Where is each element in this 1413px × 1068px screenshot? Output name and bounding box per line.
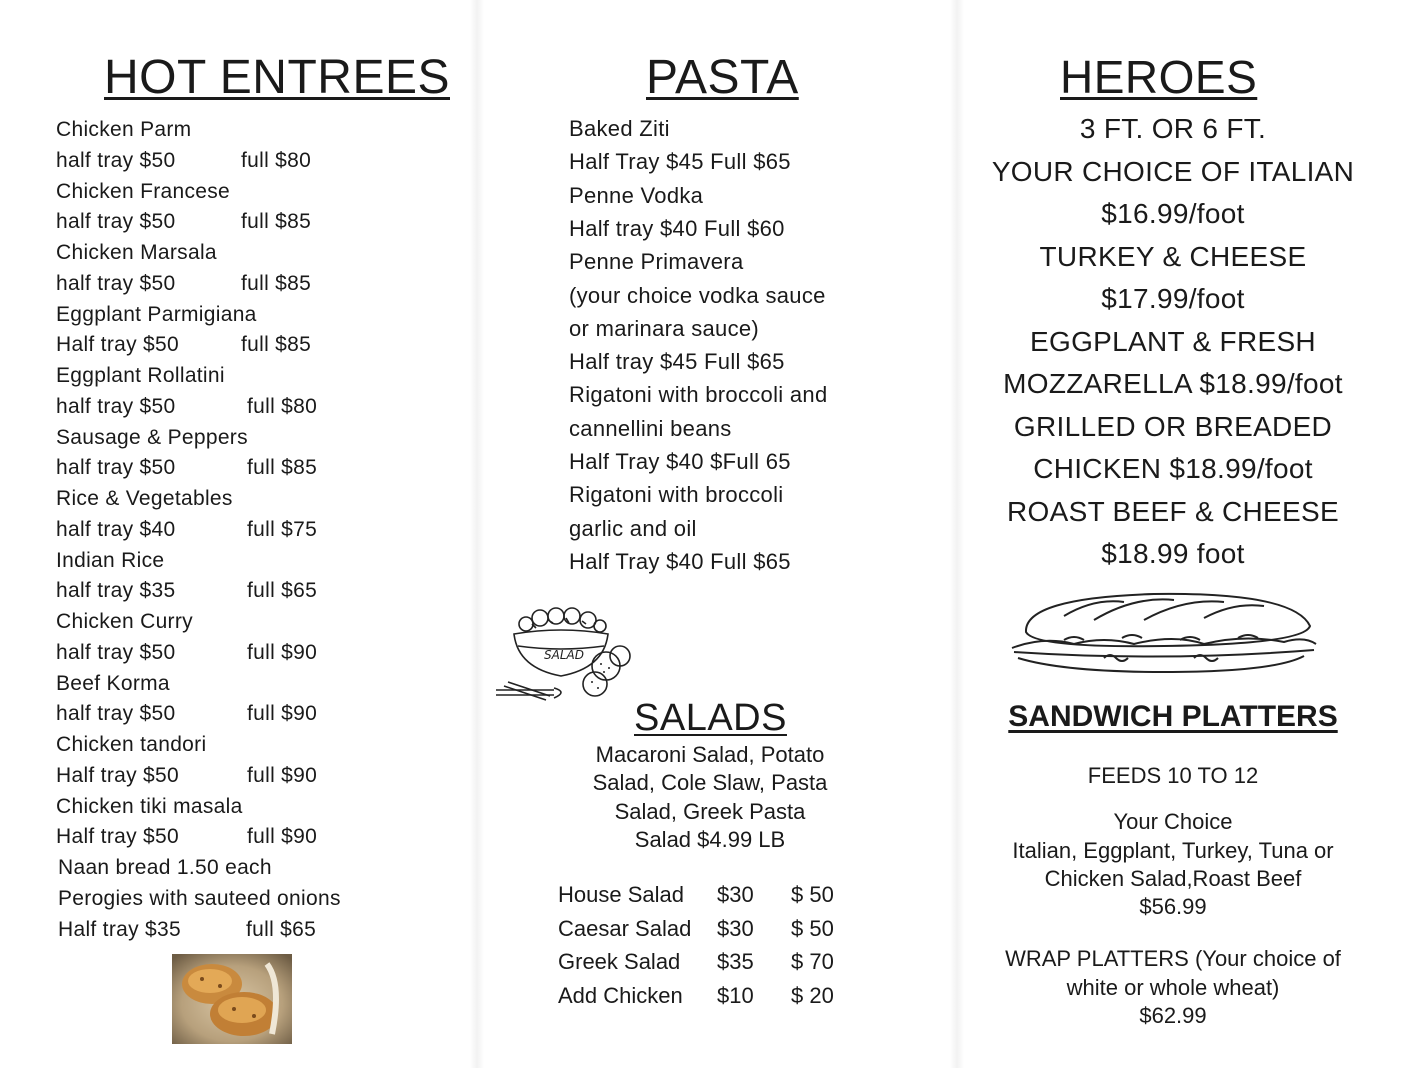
- entree-name: Eggplant Parmigiana: [56, 302, 257, 326]
- pasta-line: (your choice vodka sauce: [569, 282, 826, 308]
- hero-line: $16.99/foot: [1101, 198, 1245, 229]
- entree-half-price: Half tray $50: [56, 763, 179, 787]
- pasta-line: garlic and oil: [569, 515, 697, 541]
- entree-half-price: Half tray $50: [56, 825, 179, 848]
- platters-price: $56.99: [1139, 894, 1207, 919]
- entree-full-price: full $85: [241, 210, 312, 233]
- perogies-half-price: Half tray $35: [58, 918, 181, 941]
- pasta-line: Half tray $40 Full $60: [569, 215, 785, 241]
- entree-price-row: [56, 763, 318, 788]
- salad-bowl-label: SALAD: [544, 648, 584, 662]
- pasta-line: Half tray $45 Full $65: [569, 349, 785, 375]
- entree-full-price: full $85: [241, 333, 312, 356]
- platters-choice-line-2: Chicken Salad,Roast Beef: [1044, 866, 1302, 891]
- entree-full-price: full $85: [241, 271, 312, 295]
- entree-name: Chicken Curry: [56, 610, 193, 633]
- entree-name: Beef Korma: [56, 671, 170, 695]
- entree-name: Chicken Francese: [56, 179, 231, 203]
- platters-choice-line-1: Italian, Eggplant, Turkey, Tuna or: [1012, 838, 1334, 863]
- entree-half-price: half tray $50: [56, 148, 176, 172]
- entree-half-price: half tray $50: [56, 702, 176, 725]
- salad-full: $ 50: [791, 882, 834, 907]
- entree-full-price: full $85: [247, 456, 318, 479]
- entree-price-row: [56, 394, 318, 419]
- salad-name: Add Chicken: [558, 982, 683, 1008]
- entree-half-price: half tray $50: [56, 271, 176, 295]
- entree-price-row: [56, 148, 312, 173]
- entree-name: Sausage & Peppers: [56, 425, 248, 449]
- entree-full-price: full $90: [247, 763, 318, 787]
- entree-name: Chicken tiki masala: [56, 794, 243, 818]
- hero-line: 3 FT. OR 6 FT.: [1079, 113, 1267, 144]
- chicken-dish-photo: [172, 954, 292, 1044]
- salads-description-line: Salad, Cole Slaw, Pasta: [592, 770, 828, 796]
- salad-name: House Salad: [558, 882, 684, 907]
- pasta-line: cannellini beans: [569, 415, 732, 441]
- salad-full: $ 50: [791, 915, 834, 941]
- pasta-line: Half Tray $40 Full $65: [569, 548, 791, 574]
- pasta-line: Rigatoni with broccoli: [569, 482, 784, 508]
- entree-price-row: [56, 579, 318, 603]
- salad-full: $ 20: [791, 982, 834, 1008]
- entree-price-row: [56, 271, 312, 296]
- pasta-line: Half Tray $40 $Full 65: [569, 449, 791, 474]
- hero-line: CHICKEN $18.99/foot: [1033, 453, 1313, 484]
- entree-half-price: Half tray $50: [56, 333, 179, 356]
- salads-title: SALADS: [634, 697, 787, 739]
- salad-full: $ 70: [791, 949, 834, 974]
- pasta-title: PASTA: [646, 51, 799, 104]
- entree-half-price: half tray $40: [56, 517, 176, 541]
- salads-description-line: Salad $4.99 LB: [634, 826, 786, 852]
- entree-half-price: half tray $50: [56, 456, 176, 479]
- entree-name: Eggplant Rollatini: [56, 364, 225, 387]
- entree-name: Chicken Parm: [56, 118, 192, 141]
- hero-line: EGGPLANT & FRESH: [1030, 325, 1316, 357]
- entree-half-price: half tray $50: [56, 640, 176, 664]
- salad-bowl-icon: [496, 602, 646, 707]
- hero-line: GRILLED OR BREADED: [1013, 410, 1333, 442]
- pasta-column: [480, 0, 950, 1068]
- wrap-platters-line-2: white or whole wheat): [1066, 975, 1280, 1000]
- pasta-line: Half Tray $45 Full $65: [569, 149, 791, 175]
- entree-half-price: half tray $50: [56, 394, 176, 418]
- entree-full-price: full $65: [247, 579, 318, 602]
- pasta-line: Rigatoni with broccoli and: [569, 382, 828, 408]
- entree-price-row: [56, 702, 318, 726]
- entree-price-row: [56, 825, 318, 849]
- hero-line: MOZZARELLA $18.99/foot: [1003, 368, 1343, 399]
- perogies-line: Perogies with sauteed onions: [58, 887, 341, 910]
- entree-full-price: full $90: [247, 702, 318, 725]
- entree-price-row: [56, 456, 318, 480]
- pasta-line: Penne Vodka: [569, 182, 704, 208]
- salad-half: $10: [717, 982, 754, 1008]
- wrap-platters-line-1: WRAP PLATTERS (Your choice of: [1005, 946, 1341, 971]
- salad-half: $30: [717, 882, 754, 907]
- perogies-full-price: full $65: [246, 918, 317, 941]
- entree-full-price: full $80: [241, 148, 312, 172]
- perogies-price-line: [58, 918, 317, 942]
- hero-line: YOUR CHOICE OF ITALIAN: [991, 155, 1355, 187]
- hot-entrees-title: HOT ENTREES: [104, 51, 450, 104]
- entree-full-price: full $80: [247, 394, 318, 418]
- naan-line: Naan bread 1.50 each: [58, 856, 272, 879]
- entree-full-price: full $75: [247, 517, 318, 541]
- entree-price-row: [56, 640, 318, 665]
- hero-line: $18.99 foot: [1101, 538, 1245, 569]
- entree-half-price: half tray $35: [56, 579, 176, 602]
- salad-half: $35: [717, 949, 754, 974]
- sandwich-platters-title: SANDWICH PLATTERS: [1008, 700, 1338, 733]
- pasta-line: Baked Ziti: [569, 116, 670, 141]
- entree-half-price: half tray $50: [56, 210, 176, 233]
- salad-half: $30: [717, 915, 754, 941]
- hero-line: TURKEY & CHEESE: [1039, 240, 1307, 272]
- salads-description-line: Macaroni Salad, Potato: [595, 742, 825, 767]
- pasta-line: or marinara sauce): [569, 315, 760, 341]
- platters-choice-heading: Your Choice: [1113, 809, 1233, 834]
- wrap-platters-price: $62.99: [1139, 1003, 1207, 1028]
- entree-price-row: [56, 210, 312, 234]
- entree-price-row: [56, 333, 312, 357]
- pasta-line: Penne Primavera: [569, 249, 744, 275]
- entree-name: Chicken tandori: [56, 733, 207, 756]
- platters-feeds: FEEDS 10 TO 12: [1087, 763, 1259, 788]
- salad-name: Greek Salad: [558, 949, 681, 974]
- heroes-column: [960, 0, 1413, 1068]
- entree-name: Rice & Vegetables: [56, 487, 233, 510]
- hero-line: $17.99/foot: [1101, 283, 1245, 314]
- salads-description-line: Salad, Greek Pasta: [614, 798, 806, 824]
- heroes-title: HEROES: [1060, 51, 1258, 103]
- entree-name: Indian Rice: [56, 548, 165, 572]
- hero-sandwich-icon: [1004, 586, 1324, 676]
- entree-price-row: [56, 517, 318, 542]
- entree-name: Chicken Marsala: [56, 241, 217, 264]
- hero-line: ROAST BEEF & CHEESE: [1007, 495, 1339, 527]
- salad-name: Caesar Salad: [558, 915, 692, 941]
- entree-full-price: full $90: [247, 825, 318, 848]
- hot-entrees-column: [0, 0, 470, 1068]
- entree-full-price: full $90: [247, 640, 318, 664]
